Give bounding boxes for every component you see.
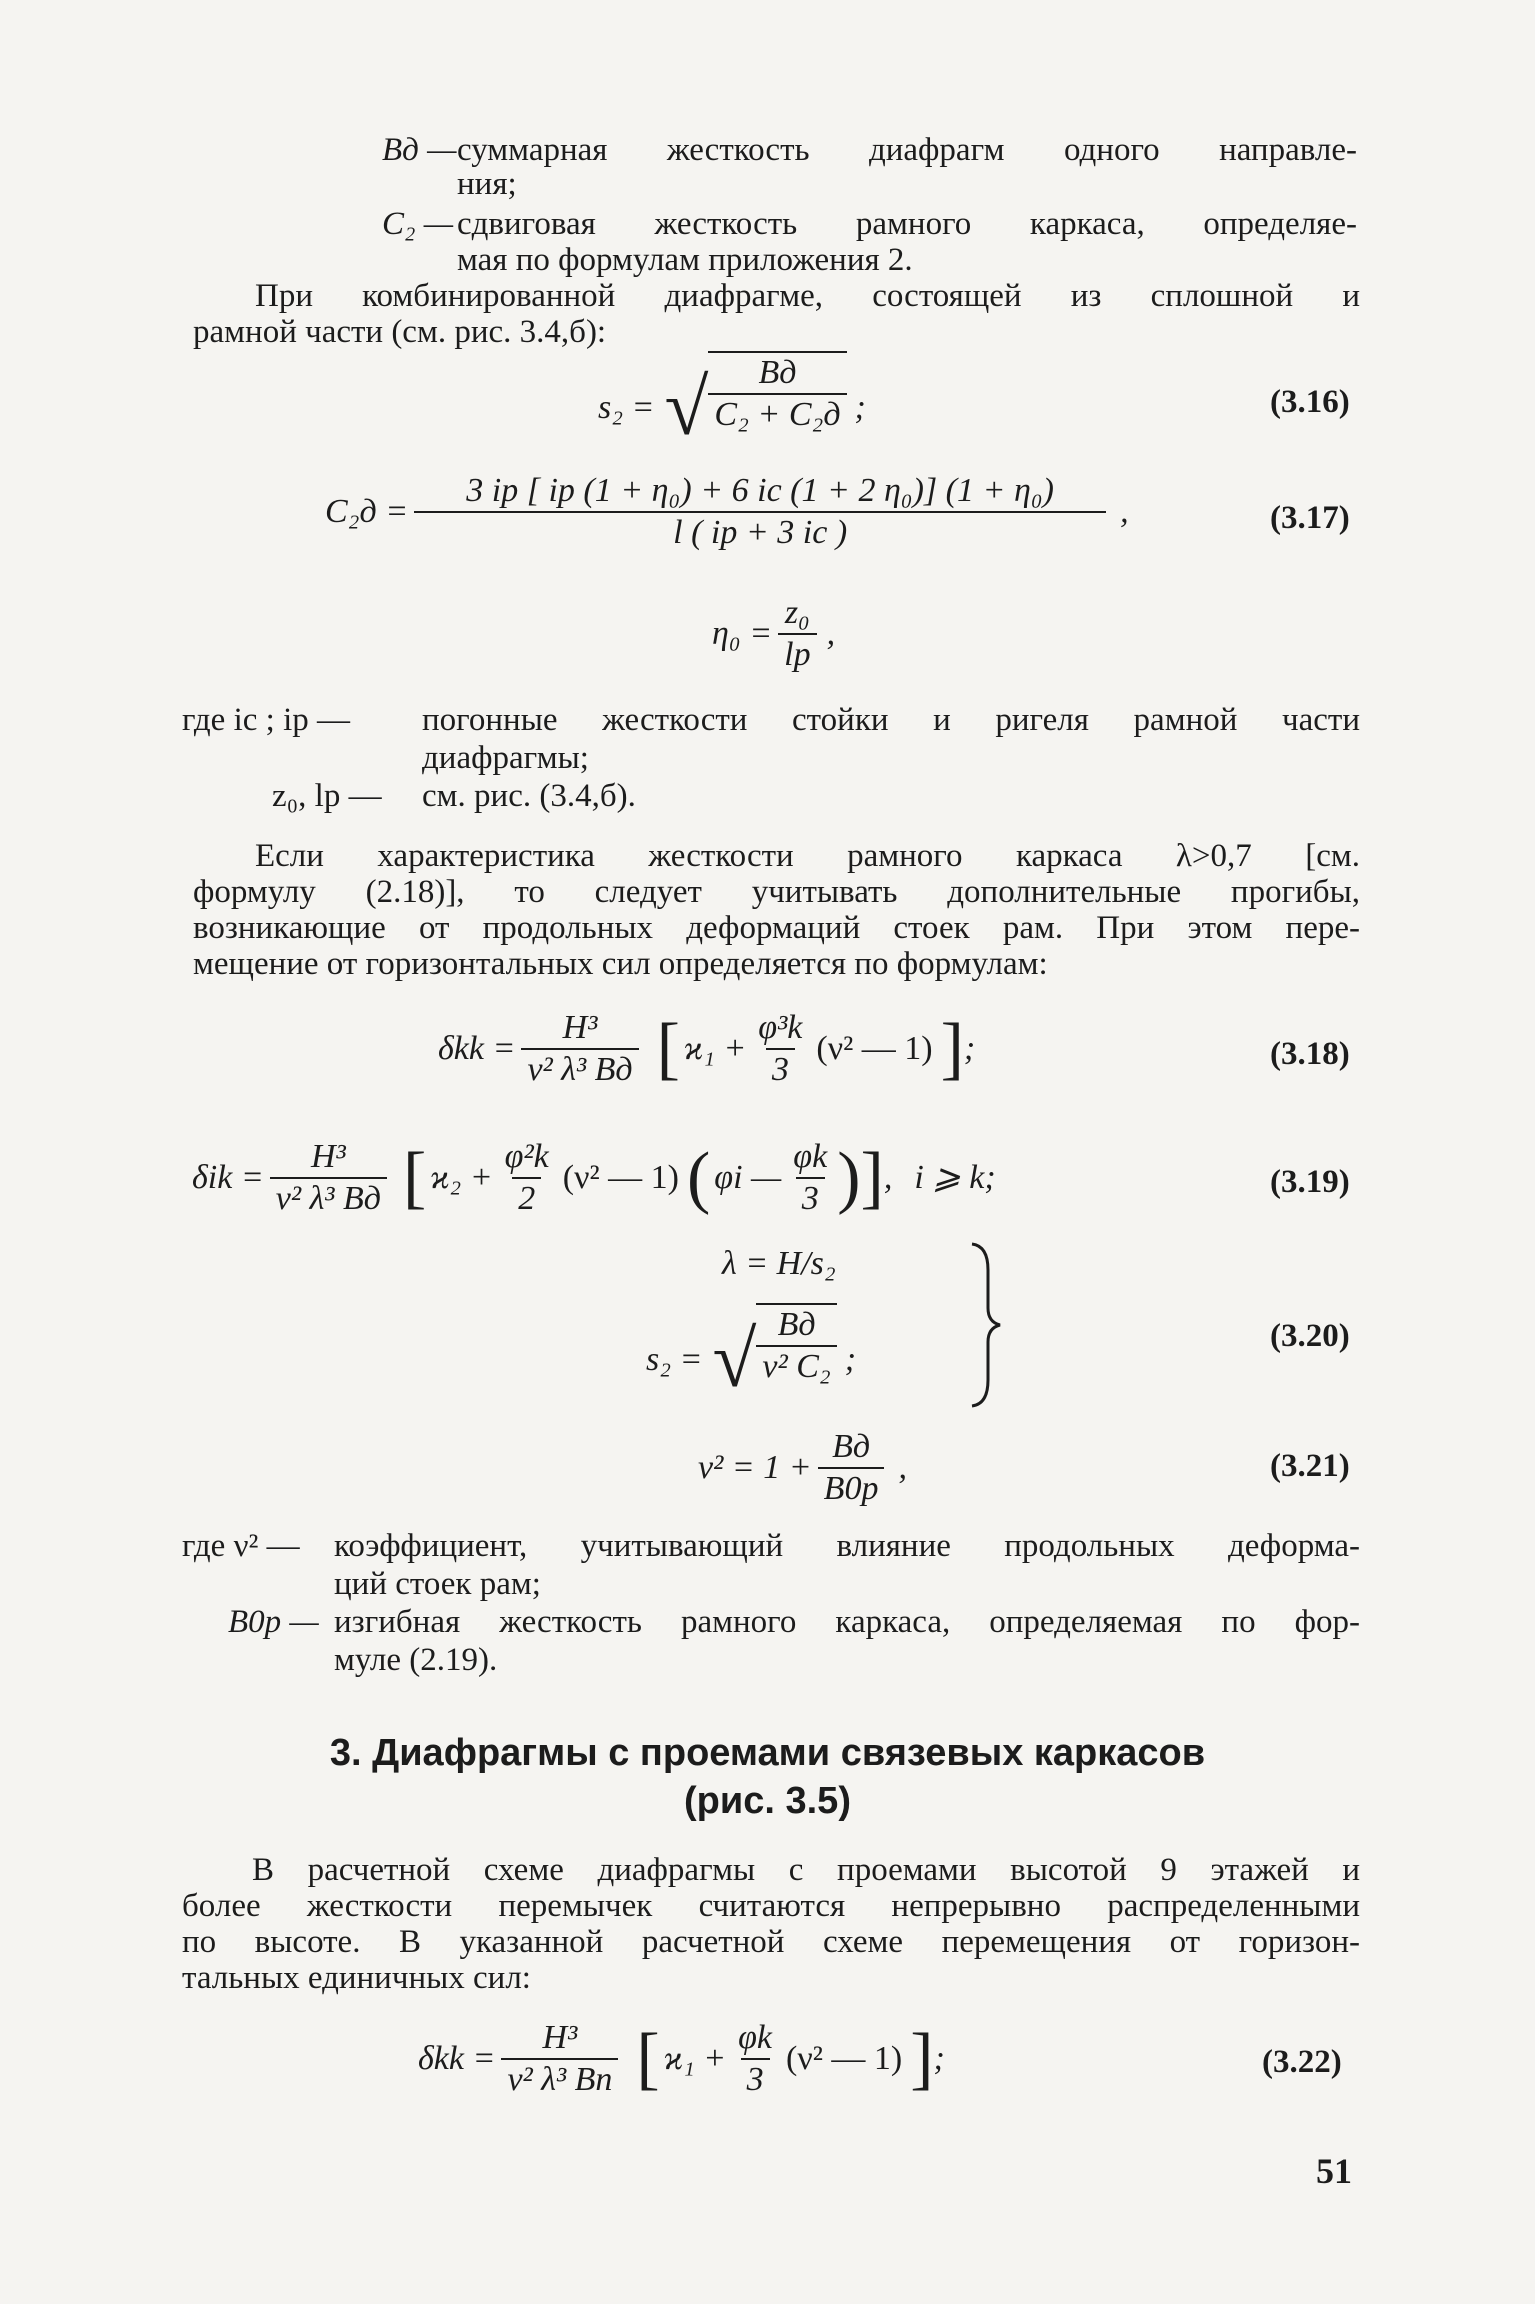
eq322-inner-denominator: 3 [741, 2058, 770, 2100]
eq321-numerator: Bд [832, 1428, 871, 1465]
eq318-lhs: δkk = [438, 1030, 516, 1067]
eq317-numerator: 3 iр [ iр (1 + η₀) + 6 iс (1 + 2 η₀)] (1 + η₀) [466, 472, 1054, 509]
eq319-lhs: δik = [192, 1159, 264, 1196]
eq317-fraction [414, 471, 1106, 553]
eta-denominator: lр [778, 633, 816, 675]
para2-line4: мещение от горизонтальных сил определяется по формулам: [193, 946, 1048, 982]
eq322-bracket-right: ] [910, 2020, 934, 2097]
eq319-numerator: H³ [311, 1138, 346, 1175]
def-z0-symbol: z₀, lр — [272, 778, 382, 814]
eq319-paren-right: ) [837, 1139, 861, 1216]
para3-line2: более жесткости перемычек считаются непрерывно распределенными [182, 1888, 1360, 1924]
eq319-paren-numerator: φk [793, 1138, 828, 1175]
eta-fraction [778, 593, 816, 675]
eq317-lhs: C₂д = [325, 493, 409, 530]
eq316-tail: ; [854, 389, 866, 426]
eq321-tail: , [898, 1449, 907, 1486]
eq318-fraction [521, 1008, 638, 1090]
eq322-bracket-left: [ [636, 2020, 660, 2097]
para2-line2: формулу (2.18)], то следует учитывать дополнительные прогибы, [193, 874, 1360, 910]
eq318-numerator: H³ [562, 1009, 598, 1046]
eq322-label: (3.22) [1262, 2044, 1342, 2080]
eq318-bracket-right: ] [940, 1010, 964, 1087]
eq318-inner-denominator: 3 [766, 1048, 795, 1090]
eq322-term1: ϰ₁ + [663, 2040, 727, 2077]
section-heading: 3. Диафрагмы с проемами связевых каркасов [329, 1732, 1206, 1774]
equation-3-19 [192, 1118, 996, 1238]
eq319-bracket-left: [ [402, 1139, 427, 1216]
eq316-denominator: C₂ + C₂д [708, 393, 846, 435]
brace-icon [966, 1240, 1006, 1410]
para1-line2: рамной части (см. рис. 3.4,б): [193, 314, 607, 350]
eq318-term2: (ν² — 1) [816, 1030, 933, 1067]
eq318-inner-fraction [752, 1008, 808, 1090]
def-z0-line1: см. рис. (3.4,б). [422, 778, 636, 814]
eq322-fraction [501, 2018, 618, 2100]
eq321-fraction [818, 1427, 885, 1509]
para3-line4: тальных единичных сил: [182, 1960, 531, 1996]
eq322-inner-fraction [732, 2018, 778, 2100]
eta-lhs: η₀ = [712, 615, 773, 652]
def-nu-line1: коэффициент, учитывающий влияние продольных деформа- [334, 1528, 1360, 1564]
eq319-bracket-right: ] [860, 1139, 884, 1216]
page-number: 51 [1316, 2151, 1352, 2191]
def-ic-ip-line1: погонные жесткости стойки и ригеля рамной части [422, 702, 1360, 738]
eq318-bracket-left: [ [656, 1010, 680, 1087]
eq317-label: (3.17) [1270, 500, 1350, 536]
def-b0p-line1: изгибная жесткость рамного каркаса, определяемая по фор- [334, 1604, 1360, 1640]
eq322-lhs: δkk = [418, 2040, 496, 2077]
eq319-inner-denominator: 2 [512, 1177, 541, 1219]
def-bd-symbol: Bд — [382, 132, 457, 168]
eq317-tail: , [1120, 493, 1129, 530]
eq319-denominator: ν² λ³ Bд [270, 1177, 387, 1219]
sqrt-symbol: √ [712, 1316, 757, 1404]
def-c2-line2: мая по формулам приложения 2. [457, 242, 913, 278]
eq316-label: (3.16) [1270, 384, 1350, 420]
equation-3-22 [418, 2004, 945, 2114]
eq319-inner-fraction [499, 1137, 555, 1219]
eq320-numerator: Bд [777, 1306, 816, 1343]
eq316-numerator: Bд [758, 354, 797, 391]
eq318-term1: ϰ₁ + [683, 1030, 747, 1067]
eq322-term2: (ν² — 1) [786, 2040, 903, 2077]
para2-line3: возникающие от продольных деформаций стоек рам. При этом пере- [193, 910, 1360, 946]
eq319-condition: i ⩾ k; [914, 1159, 996, 1196]
def-c2-symbol: C₂ — [382, 206, 454, 242]
eq322-tail: ; [933, 2040, 945, 2077]
para1-line1: При комбинированной диафрагме, состоящей из сплошной и [255, 278, 1360, 314]
eq320-fraction [756, 1303, 836, 1387]
def-bd-line2: ния; [457, 166, 517, 202]
def-c2-line1: сдвиговая жесткость рамного каркаса, определяе- [457, 206, 1357, 242]
eq319-term3: φi — [714, 1159, 782, 1196]
def-b0p-line2: муле (2.19). [334, 1642, 498, 1678]
para3-line3: по высоте. В указанной расчетной схеме перемещения от горизон- [182, 1924, 1360, 1960]
eq322-numerator: H³ [542, 2019, 578, 2056]
eta-numerator: z₀ [784, 594, 810, 631]
para2-line1: Если характеристика жесткости рамного каркаса λ>0,7 [см. [255, 838, 1360, 874]
def-ic-ip-symbol: где iс ; iр — [182, 702, 350, 738]
eq319-paren-denominator: 3 [796, 1177, 825, 1219]
eq322-inner-numerator: φk [738, 2019, 773, 2056]
equation-3-20-line1: λ = H/s₂ [722, 1245, 836, 1282]
def-ic-ip-line2: диафрагмы; [422, 740, 589, 776]
eq320-label: (3.20) [1270, 1318, 1350, 1354]
sqrt-symbol: √ [664, 364, 709, 452]
eq319-term1: ϰ₂ + [430, 1159, 493, 1196]
eq318-inner-numerator: φ³k [758, 1009, 803, 1046]
eta-tail: , [826, 615, 836, 652]
eq321-label: (3.21) [1270, 1448, 1350, 1484]
eq318-label: (3.18) [1270, 1036, 1350, 1072]
section-heading-figure-ref: (рис. 3.5) [684, 1780, 851, 1822]
eq317-denominator: l ( iр + 3 iс ) [414, 511, 1106, 553]
eq320-denominator: ν² C₂ [756, 1345, 836, 1387]
equation-3-20-line2 [646, 1306, 857, 1410]
eq322-denominator: ν² λ³ Bп [501, 2058, 618, 2100]
equation-eta [712, 588, 835, 680]
eq319-inner-numerator: φ²k [504, 1138, 549, 1175]
eq320-tail: ; [844, 1341, 857, 1378]
eq319-label: (3.19) [1270, 1164, 1350, 1200]
eq319-tail: , [883, 1159, 893, 1196]
def-nu-symbol: где ν² — [182, 1528, 300, 1564]
eq319-paren-fraction [787, 1137, 833, 1219]
eq320-lhs: s₂ = [646, 1341, 703, 1378]
equation-3-21 [698, 1418, 907, 1518]
def-b0p-symbol: B0р — [228, 1604, 319, 1640]
equation-3-17 [325, 462, 1129, 562]
eq319-term2: (ν² — 1) [562, 1159, 679, 1196]
equation-3-18 [438, 994, 975, 1104]
eq321-denominator: B0р [818, 1467, 885, 1509]
eq321-lhs: ν² = 1 + [698, 1449, 812, 1486]
eq319-paren-left: ( [686, 1139, 711, 1216]
def-nu-line2: ций стоек рам; [334, 1566, 541, 1602]
eq319-fraction [270, 1137, 387, 1219]
eq316-fraction [708, 351, 846, 435]
eq318-denominator: ν² λ³ Bд [521, 1048, 638, 1090]
para3-line1: В расчетной схеме диафрагмы с проемами высотой 9 этажей и [252, 1852, 1360, 1888]
eq316-lhs: s₂ = [598, 389, 655, 426]
eq318-tail: ; [963, 1030, 976, 1067]
equation-3-16 [598, 354, 866, 456]
def-bd-line1: суммарная жесткость диафрагм одного направле- [457, 132, 1357, 168]
